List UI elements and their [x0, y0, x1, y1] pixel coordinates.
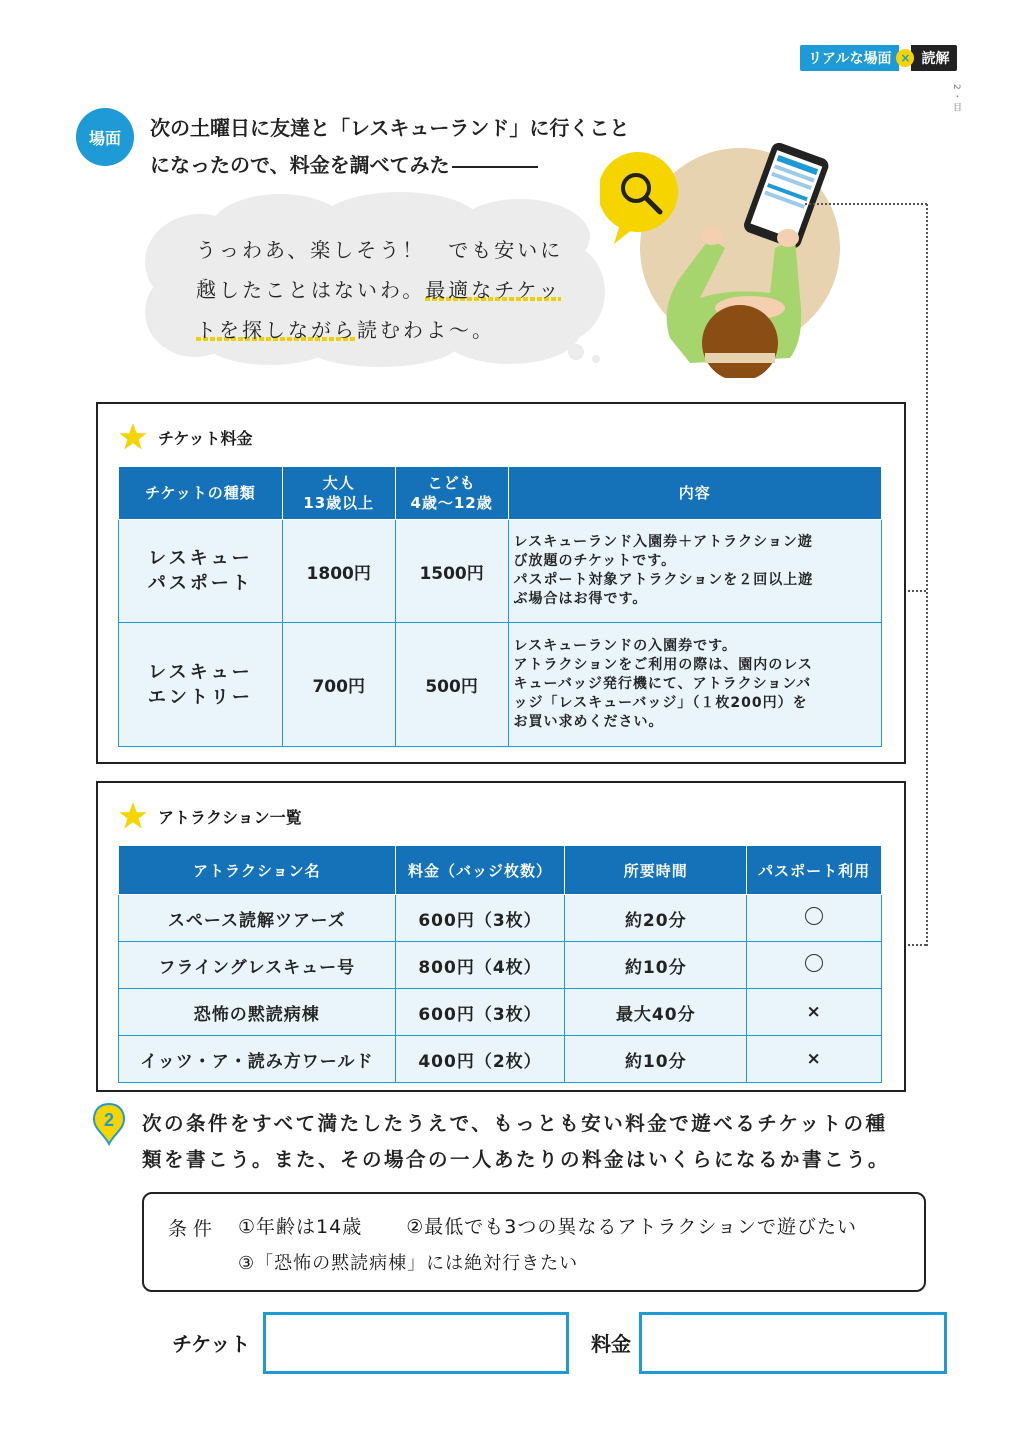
speech-highlight-2: トを探しながら — [196, 318, 357, 342]
attraction-name: フライングレスキュー号 — [119, 942, 396, 989]
scene-badge: 場面 — [76, 108, 134, 166]
table-row — [119, 1036, 882, 1083]
scene-line-2: になったので、料金を調べてみた — [150, 153, 450, 177]
header-passport: パスポート利用 — [747, 846, 882, 895]
section-tag — [800, 46, 957, 70]
attraction-list-title: アトラクション一覧 — [118, 801, 302, 831]
table-row — [119, 520, 882, 623]
attraction-time: 最大40分 — [565, 989, 747, 1036]
connector-line — [926, 204, 928, 946]
table-row — [119, 989, 882, 1036]
tag-reading: 読解 — [911, 45, 957, 71]
speech-text — [196, 230, 586, 350]
ticket-description: レスキューランド入園券＋アトラクション遊 び放題のチケットです。 パスポート対象アトラクションを２回以上遊 ぶ場合はお得です。 — [508, 520, 881, 623]
attraction-price: 600円（3枚） — [395, 989, 565, 1036]
conditions-line-1: ①年齢は14歳 ②最低でも3つの異なるアトラクションで遊びたい — [238, 1216, 857, 1238]
price-answer-label: 料金 — [591, 1332, 631, 1356]
adult-price: 1800円 — [282, 520, 395, 623]
hair — [702, 305, 778, 378]
svg-text:2: 2 — [103, 1110, 115, 1130]
attraction-price: 400円（2枚） — [395, 1036, 565, 1083]
ticket-name: レスキュー エントリー — [119, 623, 283, 747]
scene-dash — [452, 166, 538, 168]
star-icon — [118, 801, 148, 831]
speech-line-2: したことはないわ。 — [219, 278, 426, 302]
header-attraction-name: アトラクション名 — [119, 846, 396, 895]
attraction-time: 約10分 — [565, 1036, 747, 1083]
header-adult: 大人 13歳以上 — [282, 467, 395, 520]
connector-line — [904, 590, 926, 592]
conditions-label: 条件 — [168, 1218, 219, 1240]
connector-line — [904, 944, 926, 946]
table-header-row — [119, 846, 882, 895]
speech-line-3: 読むわよ～。 — [357, 318, 495, 342]
scene-line-1: 次の土曜日に友達と「レスキューランド」に行くこと — [150, 116, 630, 140]
child-price: 500円 — [395, 623, 508, 747]
star-icon — [118, 422, 148, 452]
tag-cross-icon: × — [896, 49, 914, 67]
girl-with-tablet-illustration — [600, 138, 840, 378]
child-price: 1500円 — [395, 520, 508, 623]
passport-ng-icon: × — [747, 1036, 882, 1083]
attraction-price: 600円（3枚） — [395, 895, 565, 942]
adult-price: 700円 — [282, 623, 395, 747]
circle-icon — [805, 954, 823, 972]
table-row — [119, 623, 882, 747]
speech-highlight-1: 最適なチケッ — [425, 278, 562, 302]
circle-icon — [805, 907, 823, 925]
ticket-answer-field[interactable] — [263, 1312, 569, 1374]
speech-word-koshita: こ 越 — [196, 278, 219, 302]
table-row — [119, 942, 882, 989]
attraction-table — [118, 845, 882, 1083]
attraction-time: 約20分 — [565, 895, 747, 942]
table-header-row — [119, 467, 882, 520]
question-number-icon — [92, 1102, 126, 1146]
table-row — [119, 895, 882, 942]
question-text: 次の条件をすべて満たしたうえで、もっとも安い料金で遊べるチケットの種 類を書こう。また、その場合の一人あたりの料金はいくらになるか書こう。 — [142, 1112, 891, 1171]
header-time: 所要時間 — [565, 846, 747, 895]
ticket-price-table — [118, 466, 882, 747]
tag-realistic-scene: リアルな場面 — [800, 45, 899, 71]
header-price: 料金（バッジ枚数） — [395, 846, 565, 895]
conditions-line-2: ③「恐怖の黙読病棟」には絶対行きたい — [238, 1253, 579, 1274]
header-type: チケットの種類 — [119, 467, 283, 520]
magnifier-bubble — [600, 152, 678, 232]
header-content: 内容 — [508, 467, 881, 520]
attraction-name: スペース読解ツアーズ — [119, 895, 396, 942]
attraction-list-box — [96, 781, 906, 1092]
attraction-time: 約10分 — [565, 942, 747, 989]
passport-ng-icon: × — [747, 989, 882, 1036]
attraction-price: 800円（4枚） — [395, 942, 565, 989]
connector-line — [805, 203, 927, 205]
ticket-price-box — [96, 402, 906, 764]
passport-ok-icon — [747, 895, 882, 942]
attraction-name: イッツ・ア・読み方ワールド — [119, 1036, 396, 1083]
ticket-answer-label: チケット — [172, 1332, 251, 1356]
scene-text — [150, 110, 670, 184]
attraction-name: 恐怖の黙読病棟 — [119, 989, 396, 1036]
header-child: こども 4歳～12歳 — [395, 467, 508, 520]
ticket-name: レスキュー パスポート — [119, 520, 283, 623]
conditions-box — [142, 1192, 926, 1292]
speech-line-1: うっわあ、楽しそう！ でも安いに — [196, 238, 564, 262]
passport-ok-icon — [747, 942, 882, 989]
side-note: 2・目 — [951, 84, 961, 114]
ticket-description: レスキューランドの入園券です。 アトラクションをご利用の際は、園内のレス キューバッジ発行機にて、アトラクションバ ッジ「レスキューバッジ」（１枚200円）を お買い求めください。 — [508, 623, 881, 747]
price-answer-field[interactable] — [639, 1312, 947, 1374]
ticket-price-title: チケット料金 — [118, 422, 253, 452]
